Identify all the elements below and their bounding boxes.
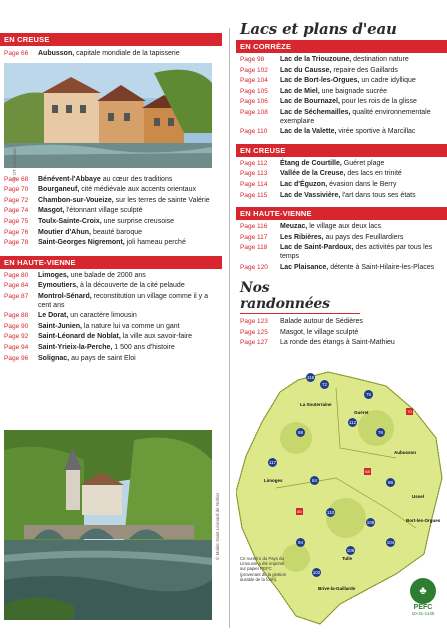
toc-entry[interactable]: Page 106 Lac de Bournazel, pour les rois de la glisse: [240, 98, 417, 106]
toc-entry[interactable]: Page 92 Saint-Léonard de Noblat, la ville aux savoir-faire: [4, 333, 193, 341]
toc-entry[interactable]: Page 108 Lac de Séchemailles, qualité environnementale exemplaire: [240, 108, 431, 125]
section-heading-correze: EN CORRÈZE: [236, 40, 447, 53]
toc-entry[interactable]: Page 74 Masgot, l'étonnant village sculpté: [4, 207, 143, 215]
column-divider: [229, 28, 230, 628]
map-label: Aubusson: [394, 450, 416, 455]
photo-credit: © OT Aubusson: [12, 148, 17, 180]
toc-entry[interactable]: Page 112 Étang de Courtille, Guéret plage: [240, 159, 385, 167]
toc-list-haute-vienne: [0, 272, 222, 363]
toc-list-randonnees: [236, 318, 447, 348]
section-title-lacs: Lacs et plans d'eau: [240, 20, 397, 38]
left-column: [0, 0, 222, 560]
toc-entry[interactable]: Page 70 Bourganeuf, cité médiévale aux accents orientaux: [4, 186, 196, 194]
toc-entry[interactable]: Page 113 Vallée de la Creuse, des lacs en trinité: [240, 170, 402, 178]
toc-list-haute-vienne-lacs: [236, 223, 447, 272]
toc-entry[interactable]: Page 104 Lac de Bort-les-Orgues, un cadre idyllique: [240, 77, 416, 85]
toc-entry[interactable]: Page 78 Saint-Georges Nigremont, joli hameau perché: [4, 239, 186, 247]
toc-entry[interactable]: Page 88 Le Dorat, un caractère limousin: [4, 312, 137, 320]
toc-entry[interactable]: Page 114 Lac d'Éguzon, évasion dans le Berry: [240, 180, 397, 188]
entry-title: Aubusson,: [38, 50, 75, 57]
toc-entry[interactable]: Page 94 Saint-Yrieix-la-Perche, 1 500 ans d'histoire: [4, 343, 175, 351]
toc-entry[interactable]: Page 72 Chambon-sur-Voueize, sur les terres de sainte Valérie: [4, 196, 210, 204]
toc-entry[interactable]: Page 118 Lac de Saint-Pardoux, des activités par tous les temps: [240, 244, 433, 260]
map-label: Guéret: [354, 410, 369, 415]
toc-entry[interactable]: Page 123 Balade autour de Sédières: [240, 318, 363, 326]
toc-entry[interactable]: Page 90 Saint-Junien, la nature lui va comme un gant: [4, 322, 180, 330]
page-number: Page 66: [4, 50, 29, 57]
toc-entry[interactable]: Page 120 Lac Plaisance, détente à Saint-Hilaire-les-Places: [240, 263, 435, 271]
print-note: Ce numéro du Pays du Limousin a été imprimé sur papier PEFC (provenant de la gestion durable de la forêt).: [240, 556, 287, 582]
section-heading-creuse: EN CREUSE: [0, 33, 222, 46]
toc-entry[interactable]: Page 96 Solignac, au pays de saint Eloi: [4, 354, 136, 362]
toc-list-correze: [236, 56, 447, 137]
toc-entry[interactable]: Page 84 Eymoutiers, à la découverte de la cité pelaude: [4, 282, 185, 290]
photo-saint-leonard: [4, 430, 212, 620]
toc-entry[interactable]: Page 102 Lac du Causse, repaire des Gaillards: [240, 66, 398, 74]
section-heading-creuse-lacs: EN CREUSE: [236, 144, 447, 157]
right-column: [236, 0, 447, 350]
toc-list-creuse-lacs: [236, 160, 447, 200]
map-label: Ussel: [412, 494, 425, 499]
map-label: Bort-les-Orgues: [406, 518, 441, 523]
pefc-code: 10-31-1145: [411, 611, 435, 616]
toc-entry[interactable]: Page 117 Les Ribières, au pays des Feuillardiers: [240, 233, 404, 241]
toc-entry[interactable]: [0, 50, 222, 59]
section-heading-haute-vienne: EN HAUTE-VIENNE: [0, 256, 222, 269]
toc-entry[interactable]: Page 116 Meuzac, le village aux deux lacs: [240, 223, 382, 231]
map-label: La Souterraine: [300, 402, 332, 407]
pefc-icon: ♣: [410, 578, 436, 604]
limousin-map[interactable]: Guéret Limoges Brive-la-Gaillarde Tulle La Souterraine Aubusson Bort-les-Orgues Ussel 115 72 75 112 76 88 117 84 98 110 105 94 106 104 102 70 68 80 Ce numéro du Pays du Limousin a été imprimé sur papier PEFC (provenant de la gestion durable de la forêt). ♣ PEFC 10-31-1145: [236, 368, 447, 636]
toc-entry[interactable]: Page 125 Masgot, le village sculpté: [240, 328, 359, 336]
toc-entry[interactable]: Page 80 Limoges, une balade de 2000 ans: [4, 271, 146, 279]
toc-entry[interactable]: Page 75 Toulx-Sainte-Croix, une surprise creusoise: [4, 217, 175, 225]
section-heading-haute-vienne-lacs: EN HAUTE-VIENNE: [236, 207, 447, 220]
pefc-label: PEFC: [413, 604, 433, 611]
toc-entry[interactable]: Page 110 Lac de la Valette, virée sportive à Marcillac: [240, 128, 416, 136]
toc-entry[interactable]: Page 105 Lac de Miel, une baignade sucrée: [240, 87, 388, 95]
map-label: Brive-la-Gaillarde: [318, 586, 356, 591]
photo-aubusson: [4, 63, 212, 168]
toc-entry[interactable]: Page 127 La ronde des étangs à Saint-Mathieu: [240, 339, 395, 347]
map-label: Tulle: [342, 556, 353, 561]
toc-entry[interactable]: Page 68 Bénévent-l'Abbaye au cœur des traditions: [4, 175, 173, 183]
toc-entry[interactable]: Page 87 Montrol-Sénard, reconstitution un village comme il y a cent ans: [4, 292, 209, 309]
entry-desc: capitale mondiale de la tapisserie: [76, 50, 180, 57]
map-label: Limoges: [264, 478, 283, 483]
toc-entry[interactable]: Page 76 Moutier d'Ahun, beauté baroque: [4, 228, 142, 236]
pefc-logo: [406, 578, 440, 616]
photo-credit: © Mairie Saint-Léonard de Noblat: [215, 493, 220, 560]
toc-list-creuse: [0, 176, 222, 248]
section-title-randonnees: Nos randonnées: [240, 280, 360, 314]
toc-entry[interactable]: Page 98 Lac de la Triouzoune, destination nature: [240, 56, 409, 63]
toc-entry[interactable]: Page 115 Lac de Vassivière, l'art dans tous ses états: [240, 191, 416, 199]
